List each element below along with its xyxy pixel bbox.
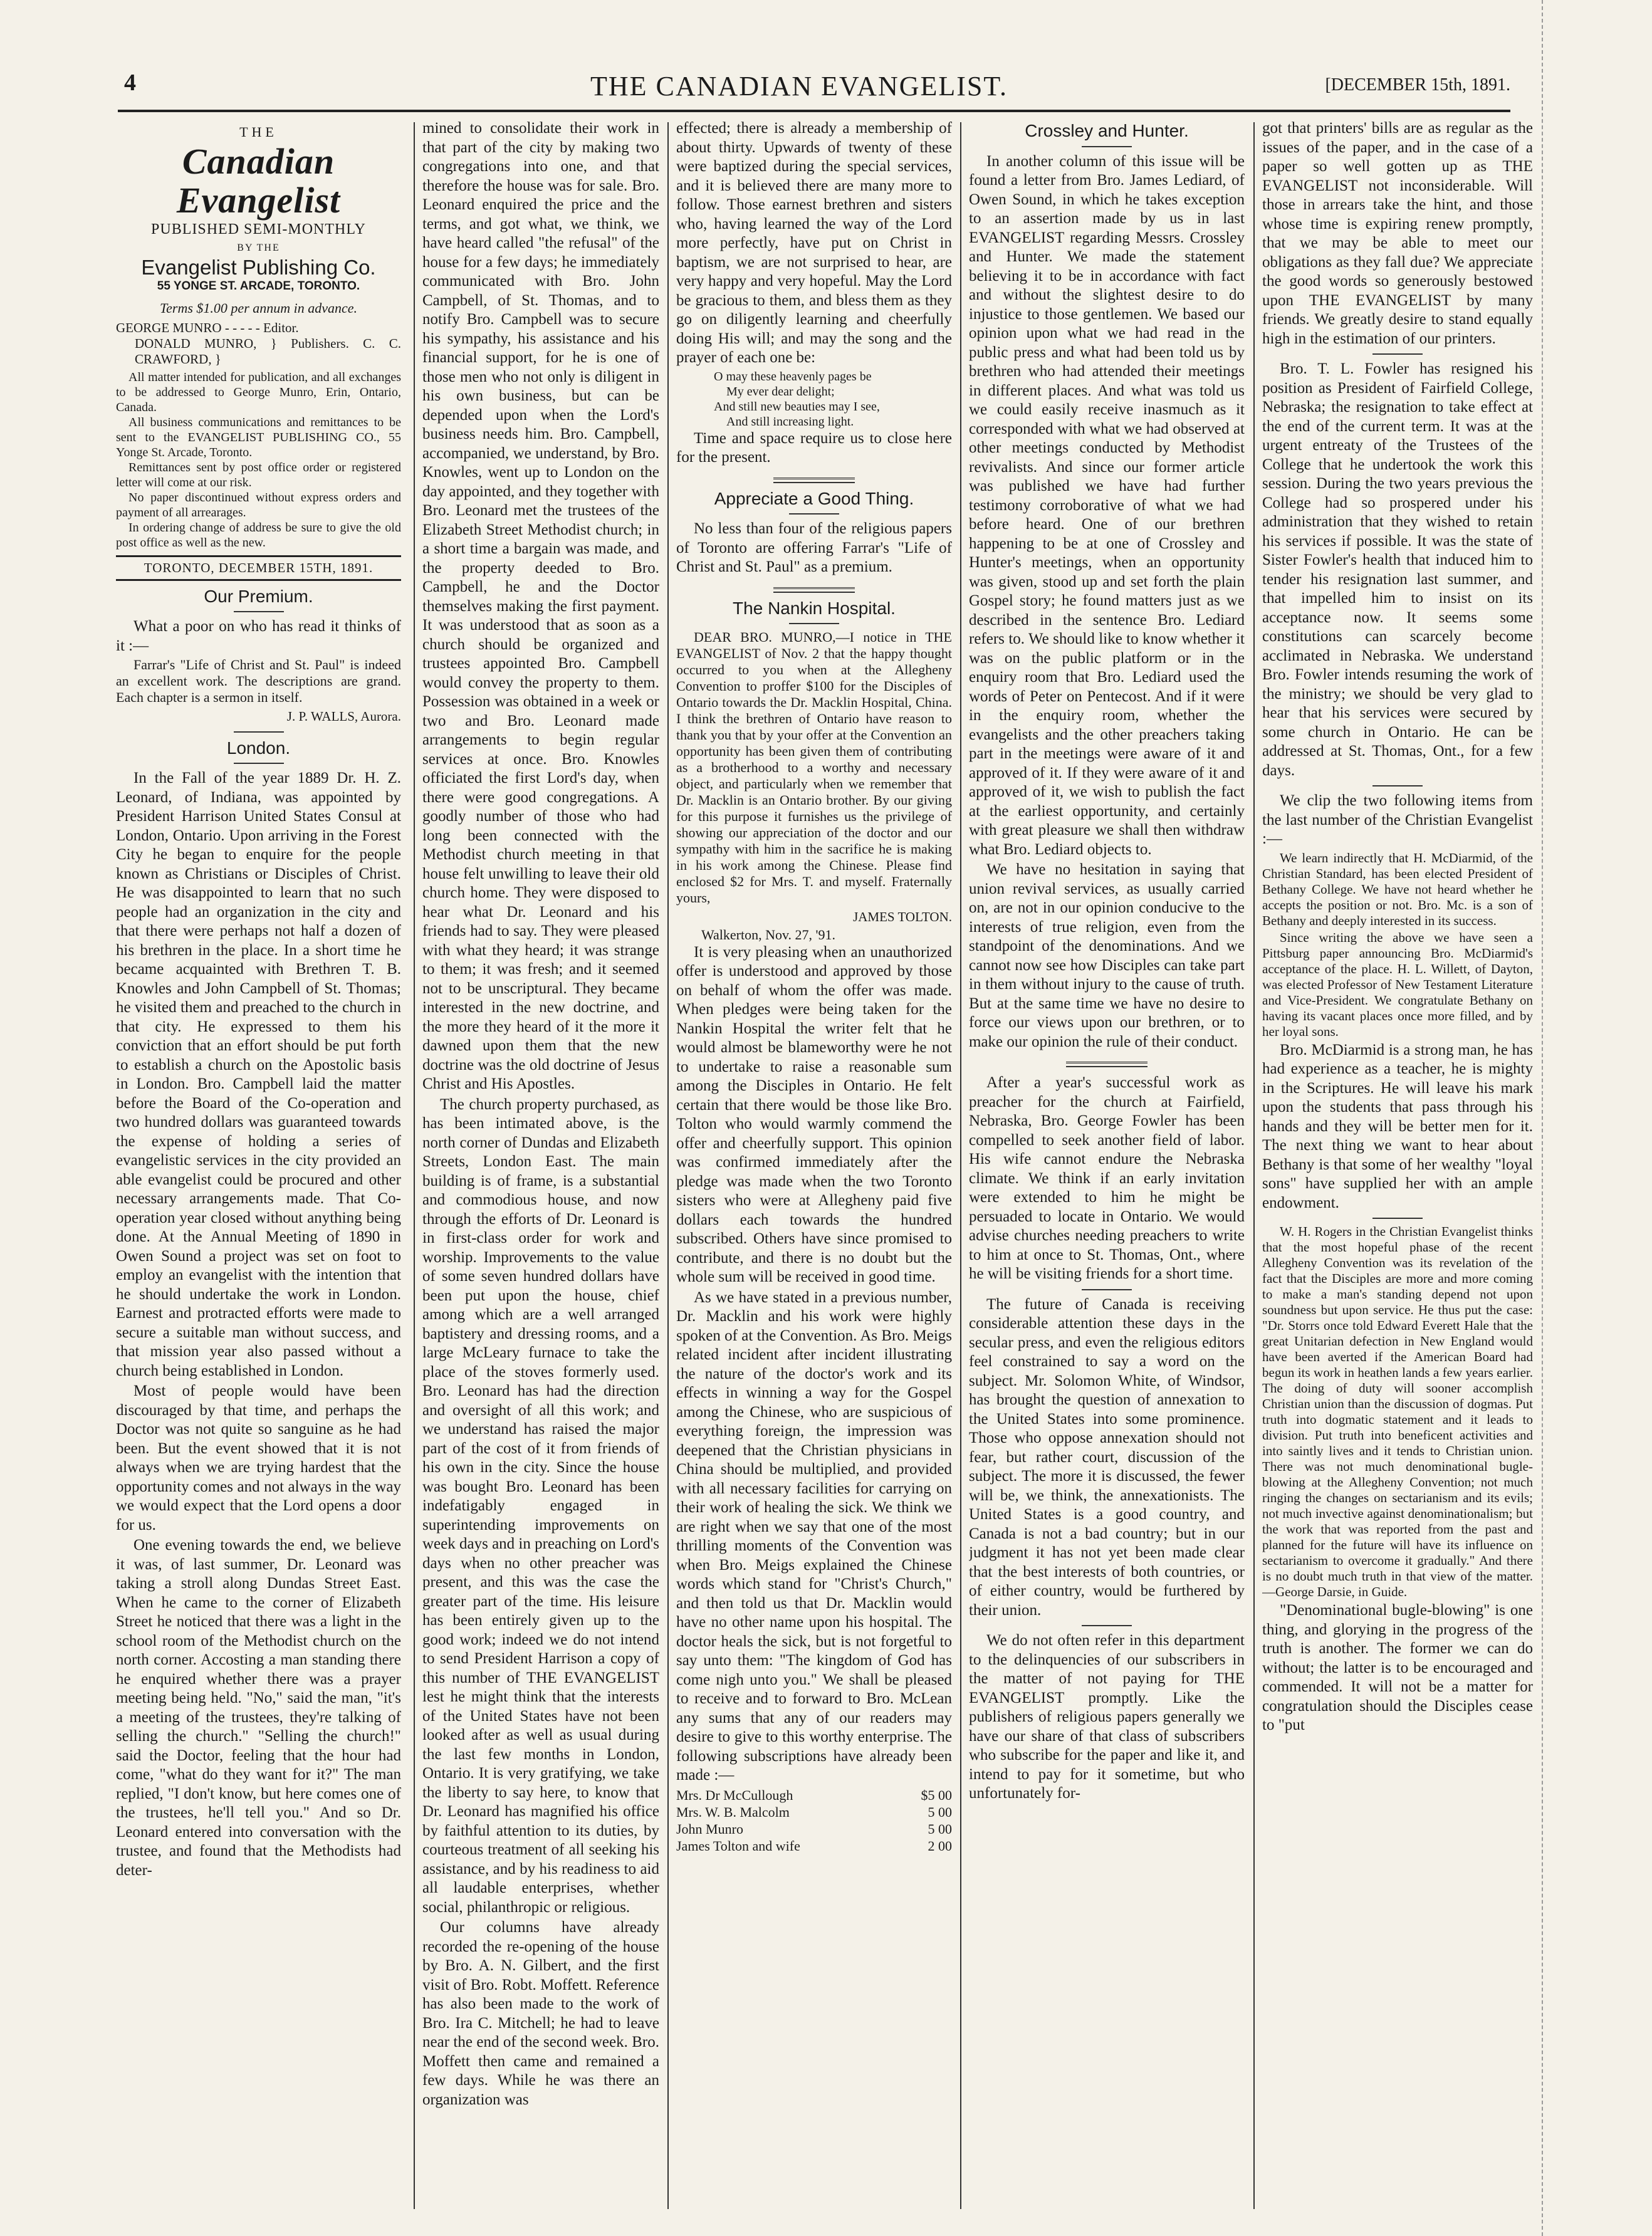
masthead-company: Evangelist Publishing Co. xyxy=(141,255,376,279)
paragraph: No less than four of the religious papers of Toronto are offering Farrar's "Life of Christ and St. Paul" as a premium. xyxy=(676,520,952,575)
section-rule xyxy=(1082,1625,1132,1626)
masthead-address: 55 YONGE ST. ARCADE, TORONTO. xyxy=(157,280,360,293)
section-rule xyxy=(234,611,284,612)
paragraph: Bro. McDiarmid is a strong man, he has had experience as a teacher, he is mighty in the Scriptures. He will leave his mark upon the students that pass through his hands and they will be better men for it. The next thing we want to hear about Bethany is that some of her wealthy "loyal sons" have supplied her with an ample endowment. xyxy=(1262,1041,1533,1211)
section-rule xyxy=(234,763,284,764)
letter: DEAR BRO. MUNRO,—I notice in THE EVANGELIST of Nov. 2 that the happy thought occurred to you when at the Allegheny Convention to proffer $100 for the Disciples of Ontario towards the Dr. Macklin Hospital, China. I think the brethren of Ontario have reason to thank you that by your offer at the Convention an opportunity has been given them of contributing as a brotherhood to a worthy and necessary object, and particularly when we remember that Dr. Macklin is an Ontario brother. By our giving for this purpose it furnishes us the privilege of showing our appreciation of the doctor and our sympathy with him in the sacrifice he is making in his work among the Chinese. Please find enclosed $2 for Mrs. T. and myself. Fraternally yours, xyxy=(676,629,952,906)
section-rule xyxy=(1372,353,1423,355)
staff-box xyxy=(116,320,401,550)
masthead xyxy=(116,123,401,318)
running-head xyxy=(88,69,1510,107)
signature: J. P. WALLS, Aurora. xyxy=(286,709,401,724)
subscription-row xyxy=(676,1837,952,1854)
paragraph: We have no hesitation in saying that union revival services, as usually carried on, are not in our opinion conducive to the interests of true religion, even from the standpoint of the denominations. And we cannot now see how Disciples can take part in them without injury to the cause of truth. But at the same time we have no desire to force our views upon our brethren, or to make our opinion the rule of their conduct. xyxy=(969,861,1245,1050)
section-rule xyxy=(234,731,284,733)
column-5 xyxy=(1262,119,1533,2212)
quote: We learn indirectly that H. McDiarmid, of the Christian Standard, has been elected President of Bethany College. We have not heard whether he accepts the position or not. Bro. Mc. is a son of Bethany and deeply interested in its success. xyxy=(1262,850,1533,928)
masthead-the: THE xyxy=(239,124,278,140)
paragraph: Time and space require us to close here for the present. xyxy=(676,429,952,466)
section-heading: Appreciate a Good Thing. xyxy=(714,488,914,508)
column-divider xyxy=(414,122,415,2209)
paragraph: After a year's successful work as preacher for the church at Fairfield, Nebraska, Bro. George Fowler has been compelled to seek another field of labor. His wife cannot endure the Nebraska climate. We think if an early invitation were extended to him he might be persuaded to locate in Ontario. We would advise churches needing preachers to write to him at once to St. Thomas, Ont., where he will be visiting friends for a short time. xyxy=(969,1074,1245,1282)
subscriber-name: Mrs. W. B. Malcolm xyxy=(676,1804,790,1820)
notice: All matter intended for publication, and all exchanges to be addressed to George Munro, Erin, Ontario, Canada. xyxy=(116,370,401,414)
notice: Remittances sent by post office order or registered letter will come at our risk. xyxy=(116,461,401,489)
section-rule xyxy=(1082,1289,1132,1290)
editor-line: GEORGE MUNRO - - - - - Editor. xyxy=(116,320,299,335)
paragraph: One evening towards the end, we believe it was, of last summer, Dr. Leonard was taking a stroll along Dundas Street East. When he came to the corner of Elizabeth Street he noticed that there was a light in the school room of the Methodist church on the north corner. Accosting a man standing there he enquired whether there was a prayer meeting being held. "No," said the man, "it's a meeting of the trustees, they're talking of selling the church." "Selling the church!" said the Doctor, feeling that the hour had come, "what do they want for it?" The man replied, "I don't know, but here comes one of the trustees, he'll tell you." And so Dr. Leonard entered into conversation with the trustee, and found that the Methodists had deter- xyxy=(116,1537,401,1879)
column-divider xyxy=(960,122,961,2209)
publishers-line: DONALD MUNRO, } Publishers. C. C. CRAWFORD, } xyxy=(135,336,401,367)
column-1 xyxy=(116,119,401,2212)
page-edge-mark xyxy=(1542,0,1544,2236)
paragraph: got that printers' bills are as regular as the issues of the paper, and in the case of a paper so well gotten up as THE EVANGELIST not inconsiderable. Will those in arrears take the hint, and those whose time is expiring renew promptly, that we may be able to meet our obligations as they fall due? We appreciate the good words so generously bestowed upon THE EVANGELIST by many friends. We greatly desire to stand equally high in the estimation of our printers. xyxy=(1262,120,1533,347)
header-rule xyxy=(118,110,1510,112)
section-heading: London. xyxy=(226,738,291,758)
subscription-row xyxy=(676,1787,952,1804)
section-rule xyxy=(1372,785,1423,786)
section-heading: Crossley and Hunter. xyxy=(1025,121,1189,140)
section-rule xyxy=(773,478,855,483)
subscription-list xyxy=(676,1787,952,1854)
section-rule xyxy=(773,587,855,593)
paragraph: "Denominational bugle-blowing" is one thing, and glorying in the progress of the truth is another. The former we can do without; the latter is to be encouraged and commended. It will not be a matter for congratulation should the Disciples cease to "put xyxy=(1262,1602,1533,1733)
notice: All business communications and remittances to be sent to the EVANGELIST PUBLISHING CO., 55 Yonge St. Arcade, Toronto. xyxy=(116,415,401,459)
subscription-amount: 2 00 xyxy=(928,1837,952,1854)
newspaper-title: THE CANADIAN EVANGELIST. xyxy=(590,71,1008,102)
paragraph: We do not often refer in this department to the delinquencies of our subscribers in the matter of not paying for THE EVANGELIST promptly. Like the publishers of religious papers generally we have our share of that class of subscribers who subscribe for the paper and like it, and intend to pay for it sometime, but who unfortunately for- xyxy=(969,1632,1245,1802)
section-rule xyxy=(789,623,839,624)
column-4 xyxy=(969,119,1245,2212)
notice: In ordering change of address be sure to give the old post office as well as the new. xyxy=(116,521,401,550)
section-rule xyxy=(1082,146,1132,147)
masthead-name: Canadian Evangelist xyxy=(176,140,341,221)
quote: Since writing the above we have seen a Pittsburg paper announcing Bro. McDiarmid's acceptance of the place. H. L. Willett, of Dayton, was elected Professor of New Testament Literature and Vice-President. We congratulate Bethany on having its vacant places once more filled, and by her loyal sons. xyxy=(1262,929,1533,1039)
signature: JAMES TOLTON. xyxy=(853,909,952,924)
paragraph: In the Fall of the year 1889 Dr. H. Z. Leonard, of Indiana, was appointed by President Harrison United States Consul at London, Ontario. Upon arriving in the Forest City he began to enquire for the people known as Christians or Disciples of Christ. He was disappointed to learn that no such people had an organization in the city and that there were perhaps not half a dozen of his brethren in the place. In a short time he became acquainted with Brethren T. B. Knowles and John Campbell of St. Thomas; he visited them and preached to the church in that city. He expressed to them his conviction that an effort should be put forth to establish a church on the Apostolic basis in London. Bro. Campbell laid the matter before the Board of the Co-operation and two hundred dollars was guaranteed towards the expense of holding a series of evangelistic services in the city provided an able evangelist could be procured and other necessary arrangements made. That Co-operation year closed without anything being done. At the Annual Meeting of 1890 in Owen Sound a project was set on foot to employ an evangelist with the intention that he should undertake the work in London. Earnest and protracted efforts were made to secure a suitable man without success, and that mission year also passed without a church being established in London. xyxy=(116,770,401,1379)
subscription-row xyxy=(676,1821,952,1837)
column-3 xyxy=(676,119,952,2212)
poem xyxy=(676,369,952,429)
subscriber-name: John Munro xyxy=(676,1821,743,1837)
masthead-terms: Terms $1.00 per annum in advance. xyxy=(159,300,358,316)
column-divider xyxy=(1253,122,1255,2209)
page-number: 4 xyxy=(124,70,136,96)
paragraph: mined to consolidate their work in that part of the city by making two congregations into one, and that therefore the house was for sale. Bro. Leonard enquired the price and the terms, and got what, we think, we have heard called "the refusal" of the house for a few days; he immediately communicated with Bro. John Campbell, of St. Thomas, and to notify Bro. Campbell was to secure his sympathy, his assistance and his financial support, for he is one of those men who not only is diligent in his own business, but can be depended upon when the Lord's business needs him. Bro. Campbell, accompanied, we understand, by Bro. Knowles, went up to London on the day appointed, and they together with Bro. Leonard met the trustees of the Elizabeth Street Methodist church; in a short time a bargain was made, and the property deeded to Bro. Campbell, he and the Doctor themselves making the first payment. It was understood that as soon as a church should be organized and trustees appointed Bro. Campbell would convey the property to them. Possession was obtained in a week or two and Bro. Leonard made arrangements to begin regular services at once. Bro. Knowles officiated the first Lord's day, when there were good congregations. A goodly number of those who had long been connected with the Methodist church meeting in that house felt unwilling to leave their old church home. They were disposed to hear what Dr. Leonard and his friends had to say. They were pleased with what they heard; it was strange to them; it was fresh; and it seemed not to be unscriptural. They became interested in the new doctrine, and the more they heard of it the more it dawned upon them that the new doctrine was the old doctrine of Jesus Christ and His Apostles. xyxy=(422,120,659,1092)
subscription-amount: $5 00 xyxy=(921,1787,952,1803)
paragraph: Our columns have already recorded the re-opening of the house by Bro. A. N. Gilbert, and the first visit of Bro. Robt. Moffett. Reference has also been made to the work of Bro. Ira C. Mitchell; he had to leave near the end of the second week. Bro. Moffett then came and remained a few days. While he was there an organization was xyxy=(422,1919,659,2108)
section-heading: Our Premium. xyxy=(204,586,313,606)
poem-line: My ever dear delight; xyxy=(726,384,835,399)
poem-line: And still new beauties may I see, xyxy=(714,399,880,414)
paragraph: What a poor on who has read it thinks of it :— xyxy=(116,618,401,654)
section-heading: The Nankin Hospital. xyxy=(733,598,896,618)
subscriber-name: James Tolton and wife xyxy=(676,1837,800,1854)
subscription-amount: 5 00 xyxy=(928,1821,952,1837)
paragraph: Bro. T. L. Fowler has resigned his position as President of Fairfield College, Nebraska; the resignation to take effect at the end of the current term. It was at the urgent entreaty of the Trustees of the College that he undertook the work this session. During the two years previous the College had so prospered under his administration that they wished to retain his services if possible. It was the state of Sister Fowler's health that induced him to tender his resignation last summer, and that impelled him to insist on its acceptance now. It seems some constitutions can scarcely become acclimated in Nebraska. We understand Bro. Fowler intends resuming the work of the ministry; we should be very glad to hear that his services were secured by some church in Ontario. He can be addressed at St. Thomas, Ont., for a few days. xyxy=(1262,360,1533,779)
issue-date: [DECEMBER 15th, 1891. xyxy=(1325,75,1510,95)
subscriber-name: Mrs. Dr McCullough xyxy=(676,1787,793,1803)
poem-line: O may these heavenly pages be xyxy=(714,369,872,384)
paragraph: We clip the two following items from the last number of the Christian Evangelist :— xyxy=(1262,792,1533,847)
masthead-published: PUBLISHED SEMI-MONTHLY xyxy=(151,221,366,238)
section-rule xyxy=(1066,1062,1148,1067)
column-2 xyxy=(422,119,659,2212)
paragraph: effected; there is already a membership of about thirty. Upwards of twenty of these were baptized during the special services, and it is believed there are many more to follow. Those earnest brethren and sisters who, having learned the way of the Lord more perfectly, have put on Christ in baptism, we are not surprised to hear, are very happy and very hopeful. May the Lord be gracious to them, and bless them as they go on diligently learning and cheerfully doing His will; and may the song and the prayer of each one be: xyxy=(676,120,952,366)
paragraph: As we have stated in a previous number, Dr. Macklin and his work were highly spoken of at the Convention. As Bro. Meigs related incident after incident illustrating the nature of the doctor's work and its effects in winning a way for the Gospel among the Chinese, who are suspicious of everything foreign, the impression was deepened that the Christian physicians in China should be multiplied, and provided with all necessary facilities for carrying on their work of healing the sick. We think we are right when we say that one of the most thrilling moments of the Convention was when Bro. Meigs explained the Chinese words which stand for "Christ's Church," and then told us that Dr. Macklin would have no other name upon his hospital. The doctor heals the sick, but is not forgetful to say unto them: "The kingdom of God has come nigh unto you." We shall be pleased to receive and to forward to Bro. McLean any sums that any of our readers may desire to give to this worthy enterprise. The following subscriptions have already been made :— xyxy=(676,1288,952,1784)
section-rule xyxy=(789,513,839,515)
paragraph: It is very pleasing when an unauthorized offer is understood and approved by those on behalf of whom the offer was made. When pledges were being taken for the Nankin Hospital the writer felt that he would almost be blameworthy were he not to undertake to raise a reasonable sum among the Disciples in Ontario. He felt certain that there would be those like Bro. Tolton who would warmly commend the offer and cheerfully support. This opinion was confirmed immediately after the pledge was made when the two Toronto sisters who were at Allegheny paid five dollars each towards the hundred subscribed. Others have since promised to contribute, and there is no doubt but the whole sum will be received in good time. xyxy=(676,943,952,1285)
section-rule xyxy=(1372,1218,1423,1219)
paragraph: The future of Canada is receiving considerable attention these days in the secular press, and even the religious editors feel constrained to say a word on the subject. Mr. Solomon White, of Windsor, has brought the question of annexation to the United States into some prominence. Those who oppose annexation should not fear, but rather court, discussion of the subject. The more it is discussed, the fewer will be, we think, the annexationists. The United States is a good country, and Canada is not a bad country; but in our judgment it has not yet been made clear that the best interests of both countries, or of either country, would be furthered by their union. xyxy=(969,1295,1245,1619)
notice: No paper discontinued without express orders and payment of all arrearages. xyxy=(116,491,401,520)
subscription-amount: 5 00 xyxy=(928,1804,952,1820)
quote: W. H. Rogers in the Christian Evangelist thinks that the most hopeful phase of the recent Allegheny Convention was its revelation of the fact that the Disciples are more and more coming to make a man's standing depend not upon soundness but upon service. He thus put the case: "Dr. Storrs once told Edward Everett Hale that the great Unitarian defection in New England would have been averted if the American Board had begun its work in heathen lands a few years earlier. The doing of duty will sooner accomplish Christian union than the discussion of dogmas. Put truth into dogmatic statement and it leads to division. Put truth into beneficent activities and into saintly lives and it tends to Christian union. There was not much denominational bugle-blowing at the Allegheny Convention; not much ringing the changes on sectarianism and its evils; not much invective against denominationalism; but the work that was reported from the past and planned for the future will have its influence on sectarianism to overcome it gradually." And there is no doubt much truth in that view of the matter.—George Darsie, in Guide. xyxy=(1262,1224,1533,1599)
paragraph: In another column of this issue will be found a letter from Bro. James Lediard, of Owen Sound, in which he takes exception to an assertion made by us in last EVANGELIST regarding Messrs. Crossley and Hunter. We made the statement believing it to be in accordance with fact and without the slightest desire to do injustice to those gentlemen. We based our opinion upon what we had read in the public press and what had been told us by brethren who had attended their meetings in different places. And what was told us we could easily receive inasmuch as it corresponded with what we had observed at other meetings conducted by Methodist revivalists. And since our former article was published we have had further testimony corroborative of what we had before heard. One of our brethren happening to be at one of Crossley and Hunter's meetings, when an opportunity was given, stood up and set forth the plain Gospel story; he found matters just as we described in the sentence Bro. Lediard refers to. We should like to know whether it was on the public platform or in the enquiry room that Bro. Lediard used the words of Peter on Pentecost. And if it were in the enquiry room, whether the evangelists and the other preachers taking part in the meetings were aware of it and approved of it. If they were aware of it and approved of it, we wish to publish the fact at the earliest opportunity, and certainly with great pleasure we shall then withdraw what Bro. Lediard objects to. xyxy=(969,152,1245,858)
letter-place: Walkerton, Nov. 27, '91. xyxy=(701,926,836,943)
dateline: TORONTO, DECEMBER 15TH, 1891. xyxy=(116,555,401,581)
paragraph: The church property purchased, as has been intimated above, is the north corner of Dundas and Elizabeth Streets, London East. The main building is of frame, is a substantial and commodious house, and now through the efforts of Dr. Leonard is in first-class order for work and worship. Improvements to the value of some seven hundred dollars have been put upon the house, chief among which are a well arranged baptistery and dressing rooms, and a large McLeary furnace to take the place of the stoves formerly used. Bro. Leonard has had the direction and oversight of all this work; and we understand has raised the major part of the cost of it from friends of his own in the city. Since the house was bought Bro. Leonard has been indefatigably engaged in superintending improvements on week days and in preaching on Lord's days when no other preacher was present, and this was the case the greater part of the time. His leisure has been entirely given up to the good work; indeed we do not intend to send President Harrison a copy of this number of THE EVANGELIST lest he might think that the interests of the United States have not been looked after as well as usual during the last few months in London, Ontario. It is very gratifying, we take the liberty to say here, to know that Dr. Leonard has magnified his office by faithful attention to its duties, by courteous treatment of all seeking his assistance, and by his readiness to aid all laudable enterprises, whether social, philanthropic or religious. xyxy=(422,1095,659,1916)
poem-line: And still increasing light. xyxy=(726,414,854,429)
subscription-row xyxy=(676,1804,952,1821)
paragraph: Most of people would have been discouraged by that time, and perhaps the Doctor was not quite so sanguine as he had been. But the event showed that it is not always when we are trying hardest that the opportunity comes and not always in the way we would expect that the Lord opens a door for us. xyxy=(116,1382,401,1533)
masthead-by: BY THE xyxy=(237,243,280,253)
column-divider xyxy=(667,122,669,2209)
quote: Farrar's "Life of Christ and St. Paul" is indeed an excellent work. The descriptions are grand. Each chapter is a sermon in itself. xyxy=(116,657,401,705)
